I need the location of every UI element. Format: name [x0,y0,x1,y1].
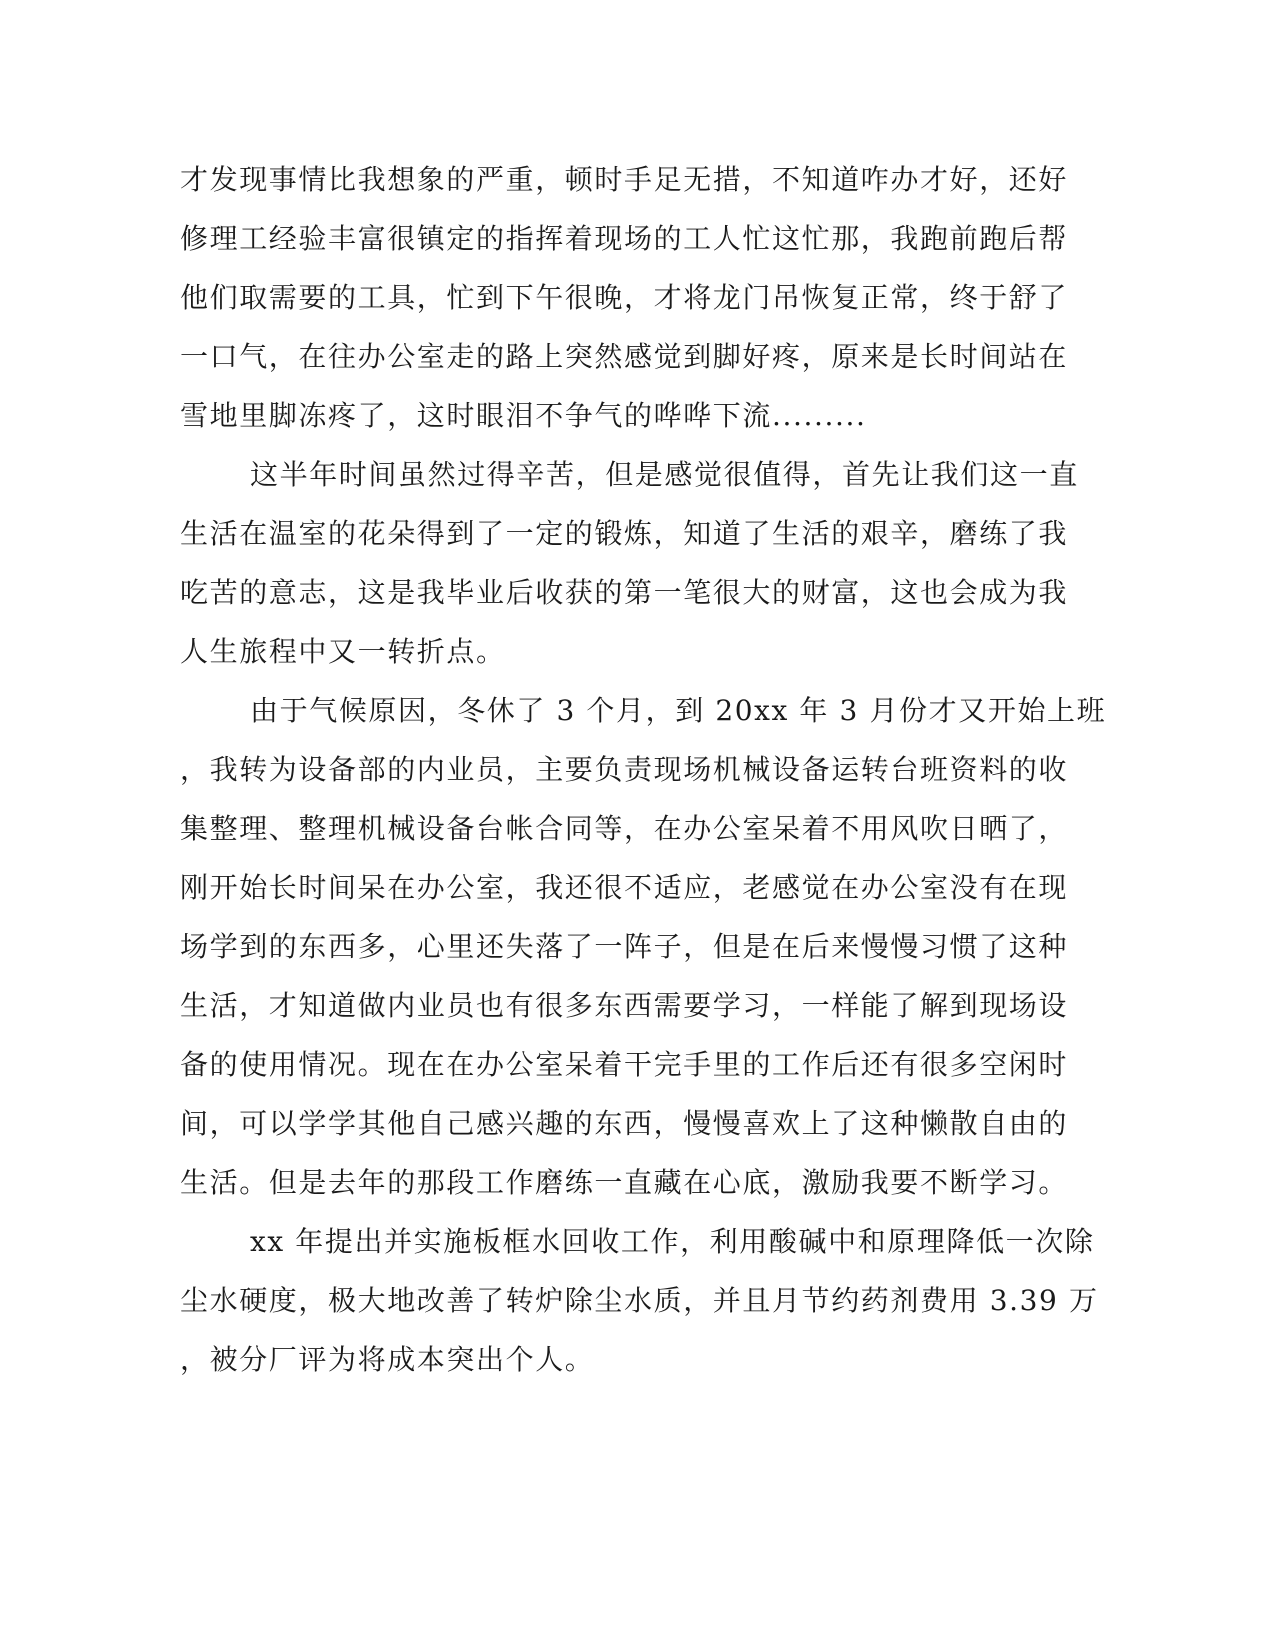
text-line: 雪地里脚冻疼了，这时眼泪不争气的哗哗下流......... [180,399,867,432]
text-line: 才发现事情比我想象的严重，顿时手足无措，不知道咋办才好，还好 [180,163,1069,196]
text-line: ，我转为设备部的内业员，主要负责现场机械设备运转台班资料的收 [180,753,1069,786]
text-line: 间，可以学学其他自己感兴趣的东西，慢慢喜欢上了这种懒散自由的 [180,1107,1069,1140]
text-line: 生活，才知道做内业员也有很多东西需要学习，一样能了解到现场设 [180,989,1069,1022]
text-line: 人生旅程中又一转折点。 [180,635,506,668]
text-line: 修理工经验丰富很镇定的指挥着现场的工人忙这忙那，我跑前跑后帮 [180,222,1069,255]
text-line: ，被分厂评为将成本突出个人。 [180,1343,595,1376]
text-line: 备的使用情况。现在在办公室呆着干完手里的工作后还有很多空闲时 [180,1048,1069,1081]
text-line: 尘水硬度，极大地改善了转炉除尘水质，并且月节约药剂费用 3.39 万 [180,1284,1099,1317]
text-line: 场学到的东西多，心里还失落了一阵子，但是在后来慢慢习惯了这种 [180,930,1069,963]
paragraph-first-line: xx 年提出并实施板框水回收工作，利用酸碱中和原理降低一次除 [250,1225,1095,1258]
text-line: 生活在温室的花朵得到了一定的锻炼，知道了生活的艰辛，磨练了我 [180,517,1069,550]
text-line: 刚开始长时间呆在办公室，我还很不适应，老感觉在办公室没有在现 [180,871,1069,904]
text-line: 生活。但是去年的那段工作磨练一直藏在心底，激励我要不断学习。 [180,1166,1069,1199]
text-line: 吃苦的意志，这是我毕业后收获的第一笔很大的财富，这也会成为我 [180,576,1069,609]
text-line: 他们取需要的工具，忙到下午很晚，才将龙门吊恢复正常，终于舒了 [180,281,1069,314]
paragraph-first-line: 这半年时间虽然过得辛苦，但是感觉很值得，首先让我们这一直 [250,458,1079,491]
text-line: 集整理、整理机械设备台帐合同等，在办公室呆着不用风吹日晒了， [180,812,1069,845]
paragraph-first-line: 由于气候原因，冬休了 3 个月，到 20xx 年 3 月份才又开始上班 [250,694,1107,727]
text-line: 一口气，在往办公室走的路上突然感觉到脚好疼，原来是长时间站在 [180,340,1069,373]
